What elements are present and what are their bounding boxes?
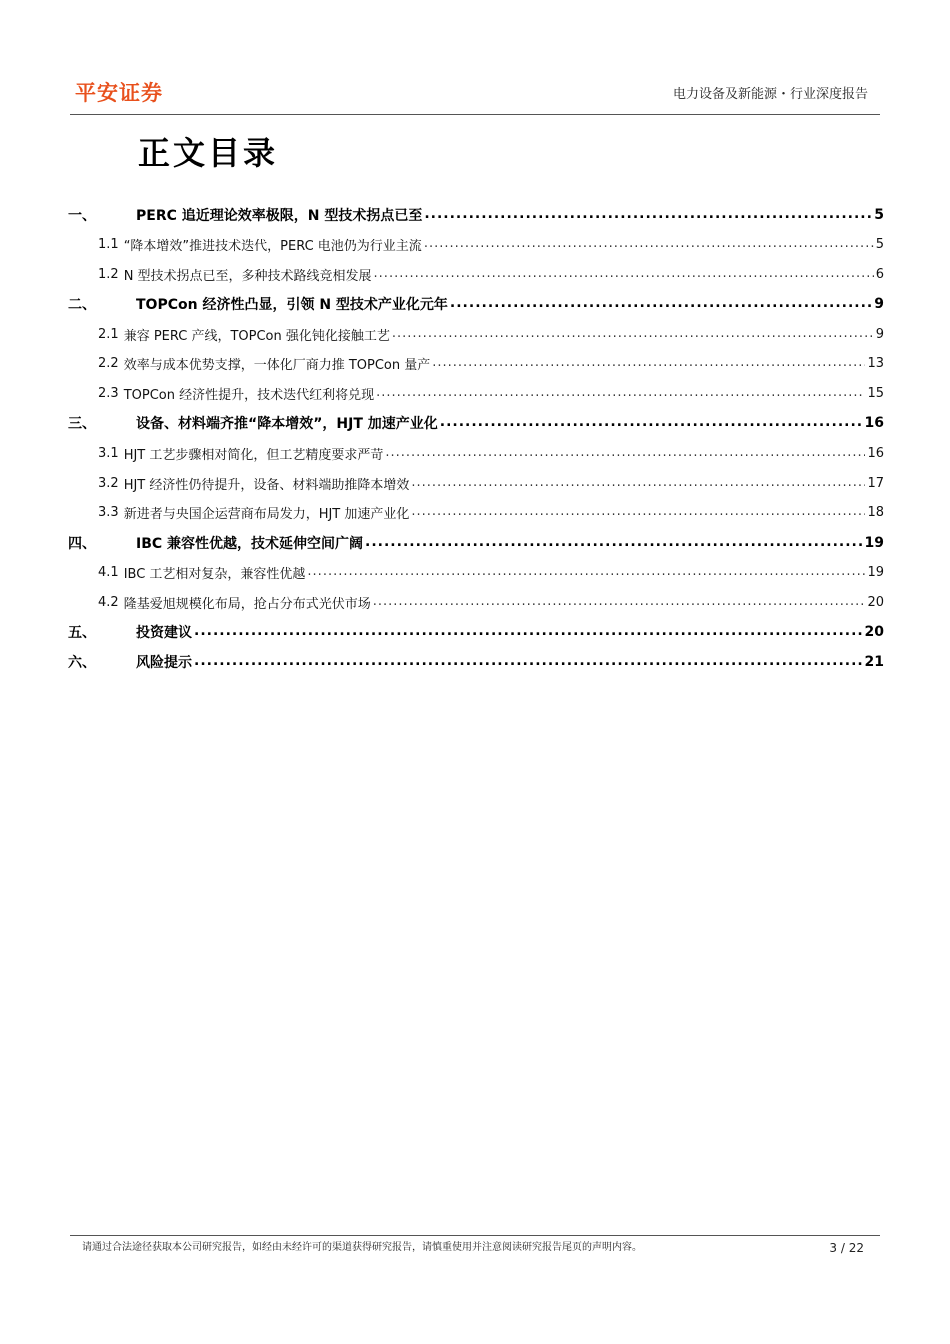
- toc-entry-page: 17: [867, 475, 884, 491]
- report-category: 电力设备及新能源・行业深度报告: [672, 87, 868, 102]
- toc-entry-number: 二、: [68, 297, 96, 314]
- toc-entry-page: 9: [875, 326, 884, 342]
- company-logo: 平安证券: [75, 81, 163, 105]
- toc-entry-number: 3.3: [98, 505, 119, 521]
- toc-entry-number: 2.3: [98, 386, 119, 402]
- toc-entry-title: 隆基爱旭规模化布局，抢占分布式光伏市场: [123, 596, 371, 612]
- footer-disclaimer: 请通过合法途径获取本公司研究报告，如经由未经许可的渠道获得研究报告，请慎重使用并注意阅读研究报告尾页的声明内容。: [82, 1242, 642, 1253]
- toc-dot-leader: [365, 536, 862, 550]
- toc-entry-title: TOPCon 经济性提升，技术迭代红利将兑现: [123, 388, 375, 404]
- toc-entry-title: 兼容 PERC 产线，TOPCon 强化钝化接触工艺: [123, 328, 390, 344]
- toc-section-entry[interactable]: [68, 260, 884, 290]
- toc-dot-leader: [374, 268, 874, 281]
- toc-entry-title: 风险提示: [136, 654, 192, 671]
- toc-section-entry[interactable]: [68, 468, 884, 498]
- toc-entry-title: “降本增效”推进技术迭代，PERC 电池仍为行业主流: [123, 239, 422, 255]
- toc-dot-leader: [450, 297, 872, 311]
- toc-entry-title: HJT 经济性仍待提升，设备、材料端助推降本增效: [123, 477, 410, 493]
- toc-entry-page: 13: [867, 356, 884, 372]
- toc-entry-title: 设备、材料端齐推“降本增效”，HJT 加速产业化: [136, 416, 438, 433]
- toc-entry-title: 效率与成本优势支撑，一体化厂商力推 TOPCon 量产: [123, 358, 431, 374]
- toc-entry-page: 16: [867, 445, 884, 461]
- header-divider: [70, 114, 880, 115]
- toc-entry-title: TOPCon 经济性凸显，引领 N 型技术产业化元年: [136, 297, 448, 314]
- toc-entry-page: 15: [867, 386, 884, 402]
- toc-entry-page: 5: [874, 206, 884, 223]
- toc-entry-page: 19: [864, 534, 884, 551]
- page-number: 3 / 22: [829, 1241, 864, 1255]
- toc-entry-title: 新进者与央国企运营商布局发力，HJT 加速产业化: [123, 507, 410, 523]
- toc-entry-number: 3.1: [98, 445, 119, 461]
- toc-dot-leader: [440, 416, 863, 430]
- toc-entry-number: 一、: [68, 207, 96, 224]
- toc-dot-leader: [307, 566, 865, 579]
- toc-chapter-entry[interactable]: [68, 617, 884, 647]
- toc-dot-leader: [376, 387, 865, 400]
- toc-section-entry[interactable]: [68, 379, 884, 409]
- toc-entry-number: 五、: [68, 625, 96, 642]
- toc-entry-number: 2.1: [98, 326, 119, 342]
- toc-section-entry[interactable]: [68, 558, 884, 588]
- toc-section-entry[interactable]: [68, 498, 884, 528]
- toc-entry-number: 2.2: [98, 356, 119, 372]
- toc-entry-page: 19: [867, 564, 884, 580]
- toc-dot-leader: [432, 357, 865, 370]
- toc-entry-number: 1.1: [98, 237, 119, 253]
- toc-section-entry[interactable]: [68, 587, 884, 617]
- toc-dot-leader: [373, 596, 866, 609]
- toc-dot-leader: [385, 447, 865, 460]
- toc-entry-title: HJT 工艺步骤相对简化，但工艺精度要求严苛: [123, 447, 384, 463]
- toc-section-entry[interactable]: [68, 438, 884, 468]
- toc-entry-page: 16: [864, 415, 884, 432]
- toc-chapter-entry[interactable]: [68, 647, 884, 677]
- toc-entry-title: IBC 工艺相对复杂，兼容性优越: [123, 566, 306, 582]
- page-title: 正文目录: [138, 134, 279, 172]
- toc-entry-number: 六、: [68, 654, 96, 671]
- toc-chapter-entry[interactable]: [68, 200, 884, 230]
- toc-entry-number: 4.2: [98, 594, 119, 610]
- table-of-contents: [68, 200, 884, 677]
- toc-entry-number: 4.1: [98, 564, 119, 580]
- toc-chapter-entry[interactable]: [68, 409, 884, 439]
- toc-entry-title: PERC 追近理论效率极限，N 型技术拐点已至: [136, 207, 423, 224]
- footer-divider: [70, 1235, 880, 1236]
- toc-section-entry[interactable]: [68, 230, 884, 260]
- toc-section-entry[interactable]: [68, 349, 884, 379]
- toc-entry-title: 投资建议: [136, 625, 192, 642]
- toc-entry-number: 三、: [68, 416, 96, 433]
- toc-chapter-entry[interactable]: [68, 528, 884, 558]
- toc-entry-page: 6: [875, 266, 884, 282]
- toc-dot-leader: [411, 506, 865, 519]
- toc-dot-leader: [194, 625, 863, 639]
- toc-entry-page: 5: [875, 237, 884, 253]
- toc-entry-page: 9: [874, 296, 884, 313]
- toc-entry-page: 20: [864, 624, 884, 641]
- toc-entry-page: 18: [867, 505, 884, 521]
- toc-entry-number: 四、: [68, 535, 96, 552]
- toc-dot-leader: [424, 238, 874, 251]
- toc-entry-title: IBC 兼容性优越，技术延伸空间广阔: [136, 535, 364, 552]
- toc-section-entry[interactable]: [68, 319, 884, 349]
- toc-entry-number: 3.2: [98, 475, 119, 491]
- toc-dot-leader: [194, 655, 863, 669]
- toc-dot-leader: [411, 477, 865, 490]
- toc-dot-leader: [392, 328, 874, 341]
- toc-entry-title: N 型技术拐点已至，多种技术路线竞相发展: [123, 268, 372, 284]
- toc-dot-leader: [424, 208, 872, 222]
- toc-entry-page: 21: [864, 653, 884, 670]
- toc-entry-number: 1.2: [98, 266, 119, 282]
- toc-entry-page: 20: [867, 594, 884, 610]
- toc-chapter-entry[interactable]: [68, 289, 884, 319]
